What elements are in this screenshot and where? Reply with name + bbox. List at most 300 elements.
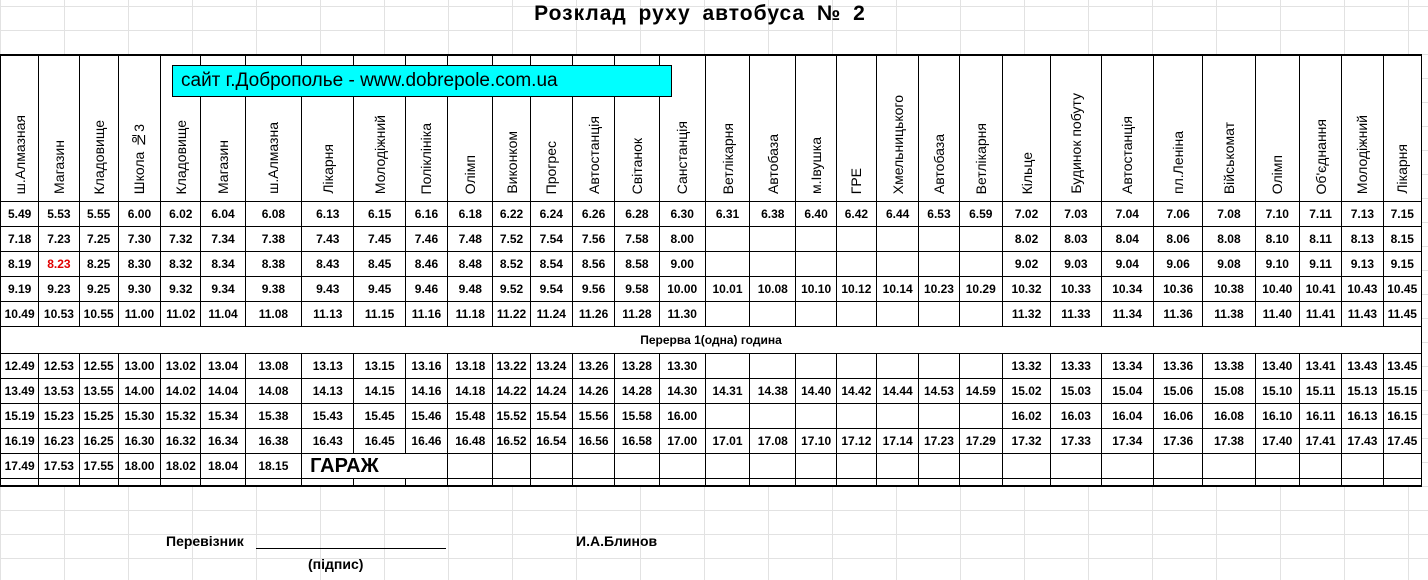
empty-cell xyxy=(302,479,354,487)
time-cell: 6.53 xyxy=(919,202,959,227)
time-cell: 9.04 xyxy=(1101,252,1153,277)
time-cell: 8.43 xyxy=(302,252,354,277)
stop-name: Хмельницького xyxy=(889,94,906,194)
time-cell: 15.45 xyxy=(354,404,405,429)
time-cell: 8.19 xyxy=(1,252,39,277)
time-cell: 18.04 xyxy=(201,454,245,479)
time-cell: 14.13 xyxy=(302,379,354,404)
time-cell: 7.25 xyxy=(79,227,118,252)
time-cell: 11.28 xyxy=(615,302,659,327)
time-cell: 16.11 xyxy=(1299,404,1341,429)
empty-cell xyxy=(39,479,79,487)
time-cell xyxy=(959,404,1002,429)
time-cell: 11.18 xyxy=(448,302,493,327)
time-cell: 15.38 xyxy=(245,404,301,429)
time-cell: 10.08 xyxy=(750,277,796,302)
time-cell xyxy=(705,404,749,429)
time-cell: 8.10 xyxy=(1255,227,1299,252)
time-cell: 10.36 xyxy=(1153,277,1202,302)
time-cell: 15.25 xyxy=(79,404,118,429)
stop-name: м.Івушка xyxy=(808,137,825,194)
break-label: Перерва 1(одна) година xyxy=(1,327,1422,354)
empty-cell xyxy=(877,479,919,487)
stop-name: Молодіжний xyxy=(371,114,388,194)
stop-header xyxy=(877,55,919,202)
time-cell: 11.38 xyxy=(1203,302,1255,327)
time-cell: 6.42 xyxy=(836,202,876,227)
time-cell: 9.06 xyxy=(1153,252,1202,277)
time-cell: 11.45 xyxy=(1383,302,1421,327)
time-cell: 9.02 xyxy=(1002,252,1050,277)
time-cell: 10.12 xyxy=(836,277,876,302)
empty-cell xyxy=(1383,454,1421,479)
time-cell xyxy=(796,302,836,327)
time-cell: 9.19 xyxy=(1,277,39,302)
time-cell: 13.38 xyxy=(1203,354,1255,379)
stop-header xyxy=(1203,55,1255,202)
last-trip-row xyxy=(1,454,1422,479)
time-cell: 12.55 xyxy=(79,354,118,379)
time-cell: 14.40 xyxy=(796,379,836,404)
empty-cell xyxy=(493,454,530,479)
time-cell xyxy=(919,354,959,379)
stop-name: Автобаза xyxy=(764,133,781,194)
time-cell: 11.33 xyxy=(1051,302,1101,327)
time-cell: 8.58 xyxy=(615,252,659,277)
empty-cell xyxy=(877,454,919,479)
time-cell: 13.45 xyxy=(1383,354,1421,379)
stop-name: Виконком xyxy=(503,131,520,194)
time-cell: 5.49 xyxy=(1,202,39,227)
time-cell: 10.01 xyxy=(705,277,749,302)
stop-header xyxy=(39,55,79,202)
time-cell: 17.55 xyxy=(79,454,118,479)
time-cell: 17.12 xyxy=(836,429,876,454)
time-cell: 9.08 xyxy=(1203,252,1255,277)
time-cell: 10.00 xyxy=(659,277,705,302)
time-cell: 5.53 xyxy=(39,202,79,227)
time-cell: 10.43 xyxy=(1342,277,1383,302)
time-cell: 5.55 xyxy=(79,202,118,227)
time-cell: 17.53 xyxy=(39,454,79,479)
time-cell: 17.45 xyxy=(1383,429,1421,454)
time-cell: 9.34 xyxy=(201,277,245,302)
time-cell: 9.30 xyxy=(118,277,160,302)
time-cell: 11.43 xyxy=(1342,302,1383,327)
stop-name: Олімп xyxy=(462,154,479,194)
time-cell: 9.00 xyxy=(659,252,705,277)
stop-header xyxy=(750,55,796,202)
time-cell: 13.16 xyxy=(405,354,447,379)
stop-name: Школа №3 xyxy=(131,123,148,194)
time-cell: 16.19 xyxy=(1,429,39,454)
time-cell: 14.28 xyxy=(615,379,659,404)
time-cell: 7.56 xyxy=(572,227,614,252)
empty-cell xyxy=(836,454,876,479)
time-cell: 11.08 xyxy=(245,302,301,327)
time-cell: 8.46 xyxy=(405,252,447,277)
time-cell xyxy=(796,252,836,277)
empty-cell xyxy=(659,479,705,487)
time-cell: 6.44 xyxy=(877,202,919,227)
empty-cell xyxy=(615,479,659,487)
empty-cell xyxy=(959,479,1002,487)
time-cell: 11.22 xyxy=(493,302,530,327)
time-cell: 10.33 xyxy=(1051,277,1101,302)
time-cell: 14.30 xyxy=(659,379,705,404)
time-cell: 15.08 xyxy=(1203,379,1255,404)
time-cell: 9.23 xyxy=(39,277,79,302)
time-cell: 8.04 xyxy=(1101,227,1153,252)
empty-cell xyxy=(572,479,614,487)
empty-cell xyxy=(1153,479,1202,487)
stop-name: Санстанція xyxy=(674,120,691,194)
time-cell: 7.43 xyxy=(302,227,354,252)
time-cell: 15.15 xyxy=(1383,379,1421,404)
time-cell: 17.41 xyxy=(1299,429,1341,454)
time-cell: 18.00 xyxy=(118,454,160,479)
schedule-row xyxy=(1,429,1422,454)
empty-cell xyxy=(1101,479,1153,487)
time-cell: 14.00 xyxy=(118,379,160,404)
empty-cell xyxy=(530,479,572,487)
time-cell: 17.43 xyxy=(1342,429,1383,454)
time-cell: 13.15 xyxy=(354,354,405,379)
time-cell: 13.53 xyxy=(39,379,79,404)
time-cell: 13.34 xyxy=(1101,354,1153,379)
garage-label: ГАРАЖ xyxy=(302,454,448,479)
stop-name: Лікарня xyxy=(319,144,336,194)
time-cell: 7.34 xyxy=(201,227,245,252)
schedule-row xyxy=(1,277,1422,302)
time-cell: 16.10 xyxy=(1255,404,1299,429)
time-cell: 6.59 xyxy=(959,202,1002,227)
time-cell xyxy=(959,302,1002,327)
time-cell: 6.31 xyxy=(705,202,749,227)
time-cell: 16.30 xyxy=(118,429,160,454)
time-cell: 14.04 xyxy=(201,379,245,404)
time-cell: 10.53 xyxy=(39,302,79,327)
stop-name: Лікарня xyxy=(1394,144,1411,194)
time-cell: 16.23 xyxy=(39,429,79,454)
time-cell: 11.00 xyxy=(118,302,160,327)
empty-cell xyxy=(1051,454,1101,479)
time-cell xyxy=(877,302,919,327)
empty-cell xyxy=(705,454,749,479)
time-cell: 13.02 xyxy=(161,354,201,379)
time-cell: 7.48 xyxy=(448,227,493,252)
time-cell: 15.23 xyxy=(39,404,79,429)
time-cell: 16.38 xyxy=(245,429,301,454)
time-cell: 17.49 xyxy=(1,454,39,479)
time-cell: 9.58 xyxy=(615,277,659,302)
time-cell: 6.38 xyxy=(750,202,796,227)
time-cell: 8.25 xyxy=(79,252,118,277)
time-cell: 17.14 xyxy=(877,429,919,454)
stop-header xyxy=(79,55,118,202)
time-cell: 8.45 xyxy=(354,252,405,277)
empty-cell xyxy=(750,479,796,487)
empty-cell xyxy=(1383,479,1421,487)
empty-cell xyxy=(530,454,572,479)
schedule-row xyxy=(1,227,1422,252)
time-cell: 7.02 xyxy=(1002,202,1050,227)
empty-cell xyxy=(1051,479,1101,487)
time-cell: 14.31 xyxy=(705,379,749,404)
time-cell: 11.24 xyxy=(530,302,572,327)
time-cell: 14.42 xyxy=(836,379,876,404)
time-cell: 10.14 xyxy=(877,277,919,302)
time-cell: 15.48 xyxy=(448,404,493,429)
time-cell: 11.41 xyxy=(1299,302,1341,327)
time-cell xyxy=(796,354,836,379)
time-cell: 11.13 xyxy=(302,302,354,327)
carrier-label: Перевізник xyxy=(166,533,244,549)
time-cell: 13.41 xyxy=(1299,354,1341,379)
time-cell: 11.15 xyxy=(354,302,405,327)
stop-name: Об'єднання xyxy=(1312,118,1329,194)
time-cell: 10.40 xyxy=(1255,277,1299,302)
empty-cell xyxy=(796,479,836,487)
stop-name: Кладовище xyxy=(172,119,189,194)
time-cell xyxy=(705,302,749,327)
schedule-table xyxy=(0,54,1422,487)
time-cell: 6.28 xyxy=(615,202,659,227)
site-watermark: сайт г.Доброполье - www.dobrepole.com.ua xyxy=(172,65,672,97)
time-cell: 8.30 xyxy=(118,252,160,277)
page-title: Розклад руху автобуса № 2 xyxy=(534,2,866,25)
stop-name: Кладовище xyxy=(90,119,107,194)
time-cell: 13.30 xyxy=(659,354,705,379)
time-cell xyxy=(705,354,749,379)
time-cell: 17.08 xyxy=(750,429,796,454)
time-cell: 14.18 xyxy=(448,379,493,404)
time-cell xyxy=(836,302,876,327)
time-cell xyxy=(959,227,1002,252)
time-cell: 16.48 xyxy=(448,429,493,454)
time-cell: 9.15 xyxy=(1383,252,1421,277)
time-cell xyxy=(877,404,919,429)
stop-name: Ветлікарня xyxy=(972,122,989,194)
stop-name: ш.Алмазна xyxy=(265,122,282,194)
time-cell xyxy=(705,227,749,252)
time-cell: 12.53 xyxy=(39,354,79,379)
stop-header xyxy=(959,55,1002,202)
time-cell: 6.22 xyxy=(493,202,530,227)
time-cell: 9.43 xyxy=(302,277,354,302)
time-cell: 17.34 xyxy=(1101,429,1153,454)
empty-cell xyxy=(615,454,659,479)
time-cell: 7.10 xyxy=(1255,202,1299,227)
empty-cell xyxy=(1203,454,1255,479)
time-cell: 13.22 xyxy=(493,354,530,379)
time-cell: 8.06 xyxy=(1153,227,1202,252)
stop-header xyxy=(1299,55,1341,202)
stop-header xyxy=(1051,55,1101,202)
time-cell xyxy=(796,404,836,429)
time-cell: 16.45 xyxy=(354,429,405,454)
time-cell: 6.16 xyxy=(405,202,447,227)
time-cell: 15.32 xyxy=(161,404,201,429)
time-cell: 11.16 xyxy=(405,302,447,327)
time-cell: 8.13 xyxy=(1342,227,1383,252)
stop-name: Олімп xyxy=(1269,154,1286,194)
time-cell xyxy=(836,404,876,429)
time-cell: 14.53 xyxy=(919,379,959,404)
stop-name: Автостанція xyxy=(1119,116,1136,194)
time-cell: 6.02 xyxy=(161,202,201,227)
time-cell: 6.30 xyxy=(659,202,705,227)
time-cell: 14.15 xyxy=(354,379,405,404)
time-cell: 8.38 xyxy=(245,252,301,277)
time-cell: 13.13 xyxy=(302,354,354,379)
break-row xyxy=(1,327,1422,354)
time-cell: 14.44 xyxy=(877,379,919,404)
empty-cell xyxy=(1299,454,1341,479)
time-cell: 16.32 xyxy=(161,429,201,454)
time-cell: 9.32 xyxy=(161,277,201,302)
time-cell: 10.23 xyxy=(919,277,959,302)
empty-cell xyxy=(919,454,959,479)
time-cell: 13.26 xyxy=(572,354,614,379)
time-cell: 7.46 xyxy=(405,227,447,252)
time-cell: 9.54 xyxy=(530,277,572,302)
empty-cell xyxy=(79,479,118,487)
time-cell: 17.40 xyxy=(1255,429,1299,454)
time-cell: 16.03 xyxy=(1051,404,1101,429)
time-cell: 16.43 xyxy=(302,429,354,454)
time-cell: 10.10 xyxy=(796,277,836,302)
time-cell: 13.00 xyxy=(118,354,160,379)
time-cell: 17.33 xyxy=(1051,429,1101,454)
time-cell: 6.15 xyxy=(354,202,405,227)
signature-caption: (підпис) xyxy=(308,556,364,572)
time-cell: 15.30 xyxy=(118,404,160,429)
time-cell: 10.55 xyxy=(79,302,118,327)
empty-cell xyxy=(448,454,493,479)
time-cell: 11.40 xyxy=(1255,302,1299,327)
time-cell: 15.13 xyxy=(1342,379,1383,404)
time-cell xyxy=(959,354,1002,379)
empty-cell xyxy=(201,479,245,487)
empty-cell xyxy=(705,479,749,487)
time-cell: 18.02 xyxy=(161,454,201,479)
time-cell: 7.58 xyxy=(615,227,659,252)
time-cell: 8.00 xyxy=(659,227,705,252)
time-cell xyxy=(919,302,959,327)
time-cell: 7.23 xyxy=(39,227,79,252)
stop-name: Магазин xyxy=(215,139,232,194)
time-cell: 17.32 xyxy=(1002,429,1050,454)
stop-name: ГРЕ xyxy=(848,167,865,194)
time-cell xyxy=(919,227,959,252)
stop-name: Ветлікарня xyxy=(719,122,736,194)
time-cell: 13.28 xyxy=(615,354,659,379)
time-cell: 8.23 xyxy=(39,252,79,277)
stop-name: Поліклініка xyxy=(418,122,435,194)
time-cell: 9.13 xyxy=(1342,252,1383,277)
time-cell xyxy=(750,354,796,379)
time-cell: 15.10 xyxy=(1255,379,1299,404)
time-cell: 16.00 xyxy=(659,404,705,429)
time-cell: 17.00 xyxy=(659,429,705,454)
time-cell xyxy=(836,227,876,252)
stop-header xyxy=(118,55,160,202)
time-cell: 13.36 xyxy=(1153,354,1202,379)
empty-cell xyxy=(245,479,301,487)
time-cell xyxy=(750,227,796,252)
time-cell: 18.15 xyxy=(245,454,301,479)
time-cell: 13.55 xyxy=(79,379,118,404)
signer-name: И.А.Блинов xyxy=(576,533,658,549)
time-cell: 9.25 xyxy=(79,277,118,302)
time-cell: 13.32 xyxy=(1002,354,1050,379)
time-cell: 16.34 xyxy=(201,429,245,454)
time-cell xyxy=(877,252,919,277)
time-cell: 9.45 xyxy=(354,277,405,302)
time-cell: 15.58 xyxy=(615,404,659,429)
schedule-row xyxy=(1,252,1422,277)
empty-cell xyxy=(1203,479,1255,487)
stop-name: Автобаза xyxy=(930,133,947,194)
stop-name: Магазин xyxy=(50,139,67,194)
time-cell: 14.22 xyxy=(493,379,530,404)
time-cell: 15.04 xyxy=(1101,379,1153,404)
time-cell: 8.34 xyxy=(201,252,245,277)
time-cell: 10.45 xyxy=(1383,277,1421,302)
time-cell: 6.00 xyxy=(118,202,160,227)
empty-cell xyxy=(118,479,160,487)
time-cell: 17.36 xyxy=(1153,429,1202,454)
time-cell: 7.54 xyxy=(530,227,572,252)
time-cell: 17.38 xyxy=(1203,429,1255,454)
time-cell xyxy=(959,252,1002,277)
empty-cell xyxy=(659,454,705,479)
time-cell: 17.29 xyxy=(959,429,1002,454)
time-cell: 8.54 xyxy=(530,252,572,277)
time-cell: 7.15 xyxy=(1383,202,1421,227)
time-cell: 9.48 xyxy=(448,277,493,302)
time-cell: 7.30 xyxy=(118,227,160,252)
time-cell: 6.08 xyxy=(245,202,301,227)
time-cell: 15.06 xyxy=(1153,379,1202,404)
time-cell: 16.15 xyxy=(1383,404,1421,429)
stop-header xyxy=(1255,55,1299,202)
time-cell: 7.13 xyxy=(1342,202,1383,227)
time-cell: 14.24 xyxy=(530,379,572,404)
time-cell: 16.56 xyxy=(572,429,614,454)
time-cell: 15.34 xyxy=(201,404,245,429)
time-cell: 13.24 xyxy=(530,354,572,379)
time-cell: 6.13 xyxy=(302,202,354,227)
empty-cell xyxy=(1342,454,1383,479)
time-cell: 16.02 xyxy=(1002,404,1050,429)
time-cell: 9.10 xyxy=(1255,252,1299,277)
time-cell: 15.03 xyxy=(1051,379,1101,404)
time-cell: 7.04 xyxy=(1101,202,1153,227)
stop-header xyxy=(1342,55,1383,202)
time-cell: 11.34 xyxy=(1101,302,1153,327)
time-cell: 9.46 xyxy=(405,277,447,302)
time-cell: 13.04 xyxy=(201,354,245,379)
stop-name: ш.Алмазная xyxy=(11,114,28,194)
time-cell: 17.23 xyxy=(919,429,959,454)
time-cell: 15.02 xyxy=(1002,379,1050,404)
time-cell: 13.18 xyxy=(448,354,493,379)
time-cell: 8.56 xyxy=(572,252,614,277)
time-cell: 7.32 xyxy=(161,227,201,252)
time-cell xyxy=(750,252,796,277)
